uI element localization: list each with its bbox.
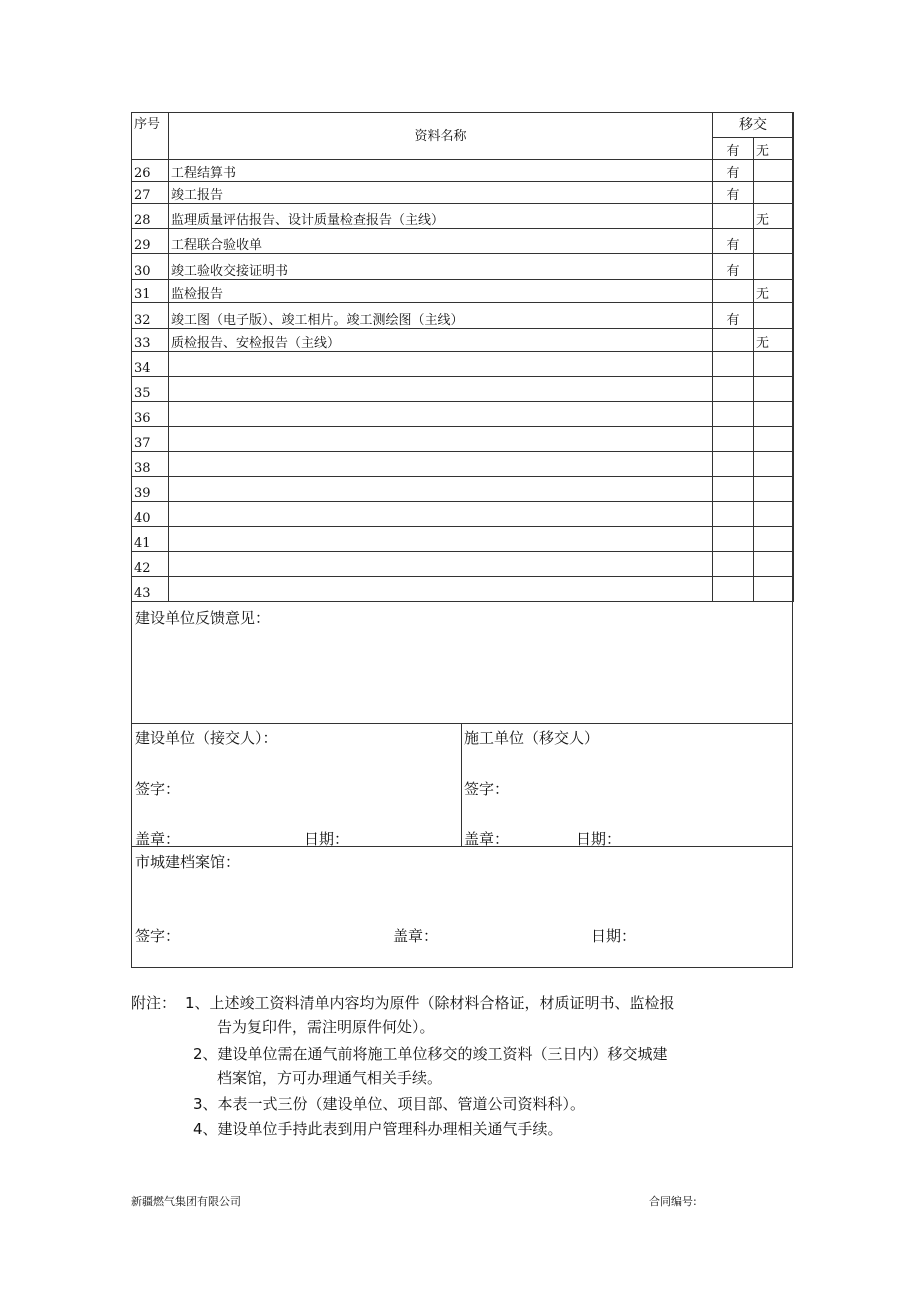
notes-prefix: 附注： [131, 994, 177, 1012]
row-has [713, 402, 754, 427]
row-document-name: 工程结算书 [169, 160, 713, 182]
row-document-name [169, 502, 713, 527]
row-has [713, 427, 754, 452]
row-document-name: 监检报告 [169, 280, 713, 303]
row-has: 有 [713, 182, 754, 204]
row-document-name [169, 427, 713, 452]
row-has: 有 [713, 229, 754, 254]
row-number: 36 [132, 402, 169, 427]
row-has [713, 280, 754, 303]
header-yes: 有 [713, 138, 754, 160]
row-document-name [169, 402, 713, 427]
header-none: 无 [754, 138, 794, 160]
row-document-name [169, 552, 713, 577]
archive-seal-label: 盖章： [393, 927, 439, 945]
row-number: 32 [132, 303, 169, 329]
table-row [132, 402, 794, 427]
row-none [754, 352, 794, 377]
contractor-seal-label: 盖章： [464, 830, 510, 847]
header-transfer: 移交 [713, 113, 794, 138]
signature-section [132, 724, 792, 847]
row-number: 41 [132, 527, 169, 552]
row-number: 26 [132, 160, 169, 182]
row-number: 35 [132, 377, 169, 402]
row-number: 29 [132, 229, 169, 254]
row-none [754, 303, 794, 329]
table-row [132, 329, 794, 352]
header-name: 资料名称 [169, 113, 713, 160]
contractor-signature-label: 签字： [464, 780, 510, 798]
row-number: 40 [132, 502, 169, 527]
row-document-name [169, 477, 713, 502]
row-number: 38 [132, 452, 169, 477]
row-number: 43 [132, 577, 169, 602]
row-has [713, 477, 754, 502]
table-row [132, 254, 794, 280]
row-none [754, 477, 794, 502]
row-has: 有 [713, 254, 754, 280]
footer-company: 新疆燃气集团有限公司 [131, 1195, 241, 1208]
row-has: 有 [713, 160, 754, 182]
row-none [754, 552, 794, 577]
row-has [713, 527, 754, 552]
builder-seal-label: 盖章： [135, 830, 181, 847]
row-document-name: 工程联合验收单 [169, 229, 713, 254]
builder-signature-label: 签字： [135, 780, 181, 798]
row-has [713, 502, 754, 527]
table-row [132, 377, 794, 402]
row-has [713, 452, 754, 477]
feedback-label: 建设单位反馈意见： [135, 609, 271, 627]
table-row [132, 229, 794, 254]
document-list-table [131, 112, 794, 602]
row-has [713, 577, 754, 602]
header-no: 序号 [132, 113, 169, 160]
row-document-name [169, 577, 713, 602]
row-document-name: 质检报告、安检报告（主线） [169, 329, 713, 352]
builder-date-label: 日期： [304, 830, 350, 847]
row-none [754, 452, 794, 477]
row-none [754, 527, 794, 552]
table-row [132, 427, 794, 452]
archive-signature-label: 签字： [135, 927, 181, 945]
table-row [132, 502, 794, 527]
row-none [754, 229, 794, 254]
table-row [132, 160, 794, 182]
row-document-name: 竣工验收交接证明书 [169, 254, 713, 280]
transfer-form [131, 112, 793, 968]
divider [461, 724, 462, 847]
note-2-line-1: 2、建设单位需在通气前将施工单位移交的竣工资料（三日内）移交城建 [193, 1045, 668, 1063]
feedback-section [132, 604, 792, 724]
row-none [754, 402, 794, 427]
footer-contract-label: 合同编号: [649, 1195, 697, 1208]
contractor-date-label: 日期： [576, 830, 622, 847]
contractor-title: 施工单位（移交人） [464, 729, 600, 747]
table-row [132, 182, 794, 204]
note-3: 3、本表一式三份（建设单位、项目部、管道公司资料科）。 [193, 1095, 586, 1113]
row-number: 28 [132, 204, 169, 229]
row-none [754, 427, 794, 452]
table-row [132, 303, 794, 329]
row-document-name [169, 352, 713, 377]
archive-title: 市城建档案馆： [135, 853, 241, 871]
row-none [754, 577, 794, 602]
row-document-name [169, 377, 713, 402]
note-4: 4、建设单位手持此表到用户管理科办理相关通气手续。 [193, 1120, 563, 1138]
table-row [132, 452, 794, 477]
table-row [132, 577, 794, 602]
row-none: 无 [754, 280, 794, 303]
row-number: 37 [132, 427, 169, 452]
row-number: 31 [132, 280, 169, 303]
row-number: 27 [132, 182, 169, 204]
row-none: 无 [754, 329, 794, 352]
row-has [713, 329, 754, 352]
row-number: 30 [132, 254, 169, 280]
row-document-name [169, 527, 713, 552]
note-1-line-1: 1、上述竣工资料清单内容均为原件（除材料合格证，材质证明书、监检报 [185, 994, 675, 1012]
row-document-name: 监理质量评估报告、设计质量检查报告（主线） [169, 204, 713, 229]
row-document-name: 竣工图（电子版）、竣工相片。竣工测绘图（主线） [169, 303, 713, 329]
row-has [713, 352, 754, 377]
row-has [713, 204, 754, 229]
row-none: 无 [754, 204, 794, 229]
row-number: 42 [132, 552, 169, 577]
table-row [132, 280, 794, 303]
row-number: 39 [132, 477, 169, 502]
row-number: 33 [132, 329, 169, 352]
row-none [754, 254, 794, 280]
row-none [754, 377, 794, 402]
row-has [713, 377, 754, 402]
table-row [132, 552, 794, 577]
row-document-name: 竣工报告 [169, 182, 713, 204]
row-has [713, 552, 754, 577]
row-number: 34 [132, 352, 169, 377]
row-none [754, 182, 794, 204]
row-has: 有 [713, 303, 754, 329]
row-none [754, 160, 794, 182]
note-1-line-2: 告为复印件，需注明原件何处）。 [217, 1018, 435, 1036]
note-2-line-2: 档案馆，方可办理通气相关手续。 [217, 1069, 443, 1087]
row-none [754, 502, 794, 527]
table-row [132, 477, 794, 502]
archive-section [132, 847, 792, 967]
row-document-name [169, 452, 713, 477]
table-row [132, 352, 794, 377]
table-row [132, 204, 794, 229]
archive-date-label: 日期： [591, 927, 637, 945]
builder-title: 建设单位（接交人）： [135, 729, 278, 747]
table-row [132, 527, 794, 552]
